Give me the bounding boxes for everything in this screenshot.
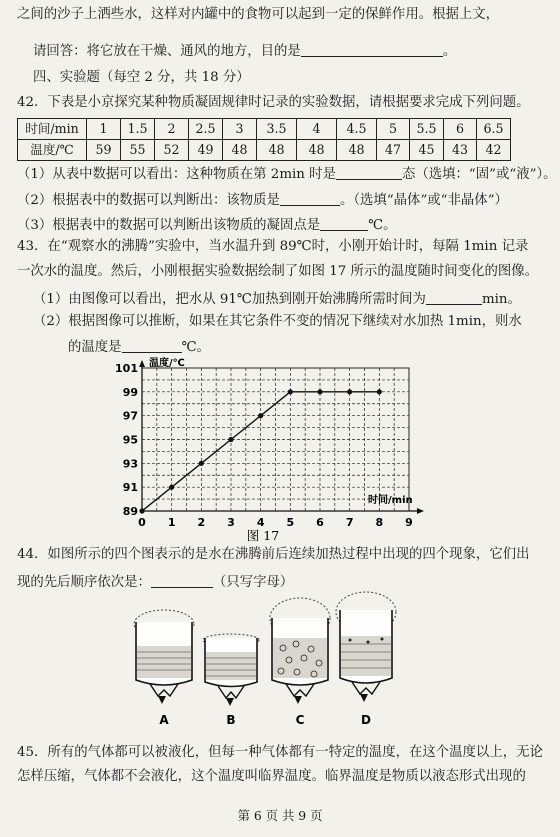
question-42-3 bbox=[17, 217, 397, 232]
time-cell: 6 bbox=[444, 119, 477, 140]
line-2 bbox=[33, 43, 456, 58]
data-point bbox=[288, 389, 293, 394]
answer-blank-minutes[interactable] bbox=[426, 291, 482, 305]
x-tick-label: 3 bbox=[227, 516, 235, 529]
time-cell: 2 bbox=[155, 119, 189, 140]
temp-cell: 52 bbox=[155, 140, 189, 161]
table-row-time bbox=[18, 119, 511, 140]
time-cell: 1 bbox=[87, 119, 121, 140]
data-point bbox=[377, 389, 382, 394]
answer-blank-state[interactable] bbox=[336, 166, 402, 180]
x-tick-label: 2 bbox=[197, 516, 206, 529]
y-axis-label: 温度/℃ bbox=[149, 358, 185, 369]
time-cell: 6.5 bbox=[477, 119, 511, 140]
data-point bbox=[228, 437, 233, 442]
temp-cell: 48 bbox=[257, 140, 297, 161]
label-b: B bbox=[226, 713, 236, 727]
temp-cell: 43 bbox=[444, 140, 477, 161]
row-label-time: 时间/min bbox=[18, 119, 87, 140]
data-table-42 bbox=[17, 118, 511, 161]
section-4-heading: 四、实验题（每空 2 分，共 18 分） bbox=[33, 70, 250, 85]
question-44-cont bbox=[17, 574, 293, 589]
chart-grid bbox=[142, 368, 409, 511]
boiling-phenomena-figure bbox=[120, 592, 410, 732]
question-43-2-cont bbox=[68, 339, 210, 354]
answer-blank-temperature[interactable] bbox=[122, 339, 182, 353]
beaker-c bbox=[270, 598, 330, 704]
x-tick-label: 0 bbox=[138, 516, 146, 529]
y-tick-label: 91 bbox=[122, 481, 138, 495]
y-tick-label: 93 bbox=[122, 457, 138, 471]
question-43: 43．在“观察水的沸腾”实验中，当水温升到 89℃时，小刚开始计时，每隔 1min 记录 bbox=[17, 239, 529, 254]
q43-1-text-end: min。 bbox=[481, 292, 521, 307]
x-tick-label: 4 bbox=[256, 516, 265, 529]
y-tick-label: 95 bbox=[122, 433, 138, 447]
q43-2-text-end: ℃。 bbox=[181, 340, 210, 355]
table-row-temp bbox=[18, 140, 511, 161]
answer-blank-freezing-point[interactable] bbox=[320, 217, 368, 231]
line-2-end: 。 bbox=[442, 44, 457, 59]
time-cell: 3 bbox=[223, 119, 257, 140]
temp-cell: 49 bbox=[189, 140, 223, 161]
label-d: D bbox=[361, 713, 371, 727]
question-45-cont: 怎样压缩，气体都不会液化，这个温度叫临界温度。临界温度是物质以液态形式出现的 bbox=[17, 769, 526, 784]
question-42: 42．下表是小京探究某种物质凝固规律时记录的实验数据，请根据要求完成下列问题。 bbox=[17, 95, 530, 110]
temp-cell: 48 bbox=[297, 140, 337, 161]
x-tick-label: 7 bbox=[345, 516, 354, 529]
q42-2-text-end: 。（选填“晶体”或“非晶体”） bbox=[339, 193, 508, 208]
beaker-d bbox=[336, 592, 396, 702]
q43-1-text: （1）由图像可以看出，把水从 91℃加热到刚开始沸腾所需时间为 bbox=[33, 292, 426, 307]
label-a: A bbox=[159, 713, 169, 727]
temp-cell: 45 bbox=[410, 140, 444, 161]
x-axis-arrow bbox=[417, 508, 424, 514]
time-cell: 4.5 bbox=[337, 119, 377, 140]
q42-1-text-end: 态（选填：“固”或“液”）。 bbox=[401, 167, 557, 182]
answer-blank-order[interactable] bbox=[151, 574, 213, 588]
temp-cell: 55 bbox=[121, 140, 155, 161]
y-tick-label: 89 bbox=[122, 505, 138, 518]
x-tick-label: 5 bbox=[286, 516, 295, 529]
x-tick-label: 9 bbox=[405, 516, 413, 529]
temp-cell: 47 bbox=[377, 140, 410, 161]
time-cell: 1.5 bbox=[121, 119, 155, 140]
q42-3-text: （3）根据表中的数据可以判断出该物质的凝固点是 bbox=[17, 218, 321, 233]
data-point bbox=[139, 508, 144, 513]
question-43-2: （2）根据图像可以推断，如果在其它条件不变的情况下继续对水加热 1min，则水 bbox=[33, 314, 522, 329]
label-c: C bbox=[295, 713, 305, 727]
question-42-1 bbox=[17, 166, 557, 181]
x-axis-label: 时间/min bbox=[368, 495, 413, 506]
x-tick-label: 1 bbox=[167, 516, 176, 529]
time-cell: 4 bbox=[297, 119, 337, 140]
answer-blank-preservation[interactable] bbox=[301, 43, 443, 57]
x-tick-label: 8 bbox=[375, 516, 384, 529]
temperature-time-chart bbox=[115, 358, 430, 544]
time-cell: 5.5 bbox=[410, 119, 444, 140]
data-point bbox=[169, 485, 174, 490]
data-point bbox=[258, 413, 263, 418]
y-tick-labels bbox=[115, 362, 138, 518]
line-1: 之间的沙子上洒些水，这样对内罐中的食物可以起到一定的保鲜作用。根据上文， bbox=[17, 7, 500, 22]
temp-cell: 48 bbox=[223, 140, 257, 161]
q42-1-text: （1）从表中数据可以看出：这种物质在第 2min 时是 bbox=[17, 167, 336, 182]
question-45: 45．所有的气体都可以被液化，但每一种气体都有一特定的温度，在这个温度以上，无论 bbox=[17, 745, 543, 760]
time-cell: 5 bbox=[377, 119, 410, 140]
y-tick-label: 101 bbox=[115, 362, 138, 375]
data-point bbox=[347, 389, 352, 394]
question-44: 44．如图所示的四个图表示的是水在沸腾前后连续加热过程中出现的四个现象，它们出 bbox=[17, 547, 530, 562]
data-point bbox=[199, 461, 204, 466]
q44-text: 现的先后顺序依次是： bbox=[17, 575, 151, 590]
answer-blank-crystal[interactable] bbox=[280, 192, 340, 206]
temp-cell: 59 bbox=[87, 140, 121, 161]
question-43-cont: 一次水的温度。然后，小刚根据实验数据绘制了如图 17 所示的温度随时间变化的图像。 bbox=[17, 264, 539, 279]
line-2-text: 请回答：将它放在干燥、通风的地方，目的是 bbox=[33, 44, 301, 59]
x-tick-label: 6 bbox=[316, 516, 324, 529]
y-tick-label: 97 bbox=[122, 409, 138, 423]
data-point bbox=[317, 389, 322, 394]
time-cell: 2.5 bbox=[189, 119, 223, 140]
q43-2-text: 的温度是 bbox=[68, 340, 122, 355]
question-43-1 bbox=[33, 291, 521, 306]
q42-3-text-end: ℃。 bbox=[368, 218, 397, 233]
q44-text-end: （只写字母） bbox=[212, 575, 294, 590]
beaker-a bbox=[134, 610, 194, 704]
figure-caption: 图 17 bbox=[246, 528, 280, 543]
beaker-b bbox=[203, 634, 259, 706]
q42-2-text: （2）根据表中的数据可以判断出：该物质是 bbox=[17, 193, 280, 208]
page-footer: 第 6 页 共 9 页 bbox=[237, 808, 323, 823]
temp-cell: 42 bbox=[477, 140, 511, 161]
y-axis-arrow bbox=[139, 360, 145, 367]
time-cell: 3.5 bbox=[257, 119, 297, 140]
question-42-2 bbox=[17, 192, 508, 207]
y-tick-label: 99 bbox=[122, 385, 138, 399]
temp-cell: 48 bbox=[337, 140, 377, 161]
row-label-temp: 温度/℃ bbox=[18, 140, 87, 161]
